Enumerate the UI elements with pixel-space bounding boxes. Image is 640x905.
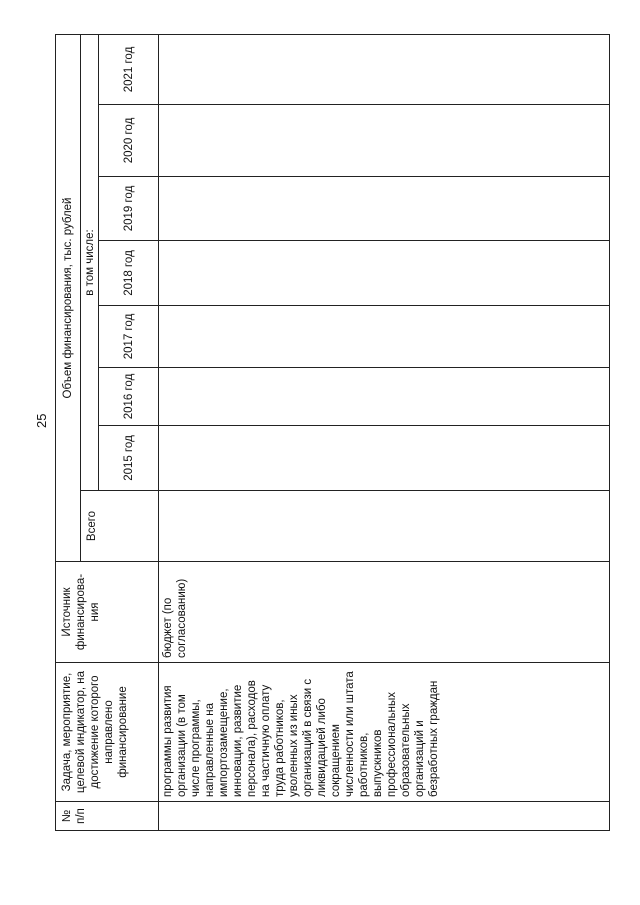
row-year-2021 (158, 34, 610, 105)
header-year-2021: 2021 год (98, 34, 159, 105)
row-source: бюджет (по согласованию) (158, 561, 610, 663)
row-num (158, 801, 610, 831)
header-total: Всего (80, 490, 159, 562)
funding-table (55, 34, 610, 831)
header-task: Задача, мероприятие, целевой индикатор, на достижение которого направлено финансирование (55, 662, 159, 802)
header-year-2018: 2018 год (98, 240, 159, 306)
header-num: № п/п (55, 801, 159, 831)
header-year-2016: 2016 год (98, 367, 159, 426)
row-task: программы развития организации (в том числе программы, направленные на импортозамещение, инновации, развитие персонала), расходов на частичную оплату труда работников, уволенных из иных организаций в связи с ликвидацией либо сокращением численности или штата работников, выпускников профессиональных образовательных организаций и безработных граждан (158, 662, 610, 802)
row-year-2018 (158, 240, 610, 306)
header-source: Источник финансирова-ния (55, 561, 159, 663)
row-year-2015 (158, 425, 610, 491)
row-year-2017 (158, 305, 610, 368)
row-year-2016 (158, 367, 610, 426)
header-year-2019: 2019 год (98, 176, 159, 241)
page-number: 25 (34, 413, 49, 428)
header-year-2017: 2017 год (98, 305, 159, 368)
row-year-2019 (158, 176, 610, 241)
row-total (158, 490, 610, 562)
header-year-2015: 2015 год (98, 425, 159, 491)
header-year-2020: 2020 год (98, 104, 159, 177)
row-year-2020 (158, 104, 610, 177)
header-including: в том числе: (80, 34, 99, 491)
header-volume: Объем финансирования, тыс. рублей (55, 34, 81, 562)
